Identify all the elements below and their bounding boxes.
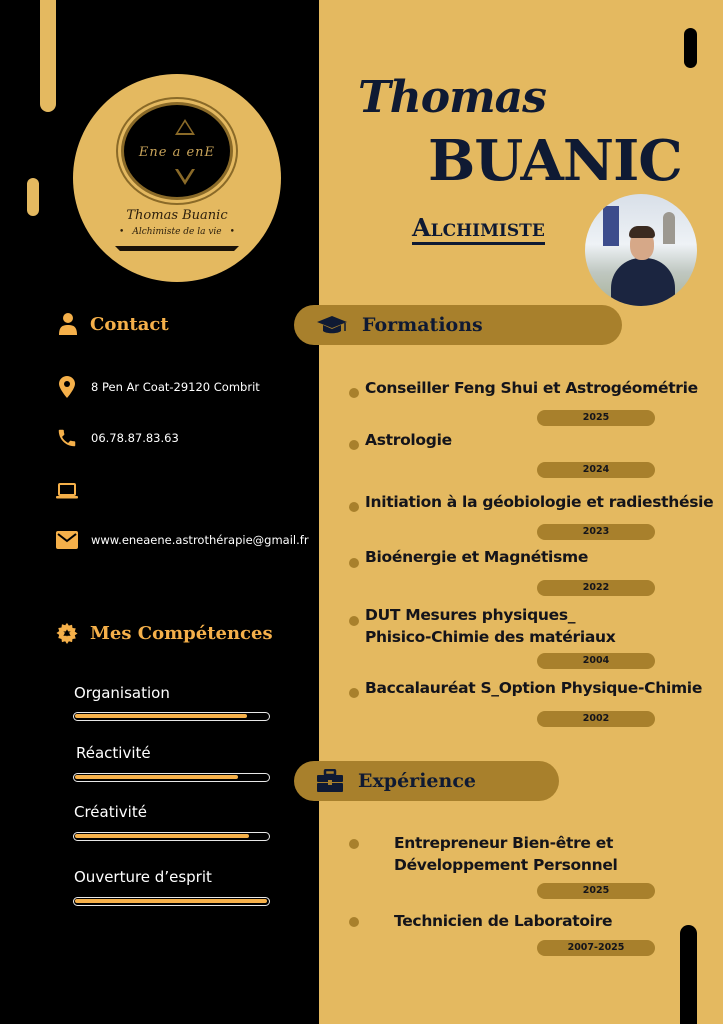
logo-tagline: • Alchimiste de la vie •: [73, 227, 281, 237]
formation-title: DUT Mesures physiques_: [365, 606, 576, 624]
experience-year: 2007-2025: [537, 940, 655, 956]
formation-title: Initiation à la géobiologie et radiesthésie: [365, 493, 714, 511]
logo-underline: [115, 246, 239, 251]
logo-name: Thomas Buanic: [126, 208, 228, 223]
formation-title: Bioénergie et Magnétisme: [365, 548, 589, 566]
formation-year: 2025: [537, 410, 655, 426]
email-link[interactable]: www.eneaene.astrothérapie@gmail.fr: [91, 533, 309, 547]
skill-fill: [75, 899, 267, 903]
triangle-up-icon: [175, 119, 195, 135]
skill-fill: [75, 834, 249, 838]
contact-email: [56, 529, 309, 551]
contact-address: [56, 376, 260, 398]
logo-brand-text: Ene a enE: [138, 145, 216, 160]
gear-icon: [56, 622, 78, 644]
skill-bar-reactivite: [73, 773, 270, 782]
laptop-icon: [56, 480, 78, 502]
experience-heading-text: Expérience: [358, 770, 476, 792]
bullet: [349, 688, 359, 698]
skill-bar-ouverture: [73, 897, 270, 906]
experience-title-line2: Développement Personnel: [394, 856, 618, 874]
bullet: [349, 839, 359, 849]
contact-phone: [56, 427, 179, 449]
formation-year: 2022: [537, 580, 655, 596]
bullet: [349, 440, 359, 450]
experience-title: Entrepreneur Bien-être et: [394, 834, 614, 852]
first-name: Thomas: [358, 72, 546, 123]
skill-bar-creativite: [73, 832, 270, 841]
brand-logo: [73, 74, 281, 282]
contact-heading-text: Contact: [90, 313, 169, 335]
formation-year: 2023: [537, 524, 655, 540]
address-text: 8 Pen Ar Coat-29120 Combrit: [91, 380, 260, 394]
phone-icon: [56, 427, 78, 449]
formation-title-line2: Phisico-Chimie des matériaux: [365, 628, 616, 646]
logo-emblem: [121, 102, 233, 200]
contact-website: [56, 480, 78, 502]
decorative-bar: [680, 925, 697, 1024]
bullet: [349, 616, 359, 626]
profile-photo: [585, 194, 697, 306]
skill-label: Ouverture d’esprit: [74, 868, 212, 886]
briefcase-icon: [316, 769, 344, 793]
bullet: [349, 388, 359, 398]
experience-heading: [294, 761, 559, 801]
formation-year: 2024: [537, 462, 655, 478]
location-pin-icon: [56, 376, 78, 398]
contact-heading: [58, 312, 169, 336]
skills-heading-text: Mes Compétences: [90, 622, 273, 644]
experience-title: Technicien de Laboratoire: [394, 912, 613, 930]
formation-title: Baccalauréat S_Option Physique-Chimie: [365, 679, 703, 697]
decorative-bar: [684, 28, 697, 68]
phone-text: 06.78.87.83.63: [91, 431, 179, 445]
triangle-down-icon: [175, 169, 195, 185]
skill-fill: [75, 775, 238, 779]
skill-label: Réactivité: [76, 744, 151, 762]
formation-year: 2004: [537, 653, 655, 669]
skill-label: Organisation: [74, 684, 170, 702]
experience-year: 2025: [537, 883, 655, 899]
formations-heading: [294, 305, 622, 345]
skills-heading: [56, 622, 273, 644]
bullet: [349, 917, 359, 927]
skill-fill: [75, 714, 247, 718]
formation-title: Conseiller Feng Shui et Astrogéométrie: [365, 379, 698, 397]
formation-year: 2002: [537, 711, 655, 727]
decorative-bar: [40, 0, 56, 112]
last-name: BUANIC: [428, 128, 682, 194]
bullet: [349, 502, 359, 512]
decorative-bar: [27, 178, 39, 216]
mail-icon: [56, 529, 78, 551]
formation-title: Astrologie: [365, 431, 452, 449]
formations-heading-text: Formations: [362, 314, 483, 336]
skill-bar-organisation: [73, 712, 270, 721]
job-title: Alchimiste: [412, 214, 545, 245]
skill-label: Créativité: [74, 803, 147, 821]
user-icon: [58, 312, 78, 336]
graduation-cap-icon: [316, 315, 348, 335]
bullet: [349, 558, 359, 568]
